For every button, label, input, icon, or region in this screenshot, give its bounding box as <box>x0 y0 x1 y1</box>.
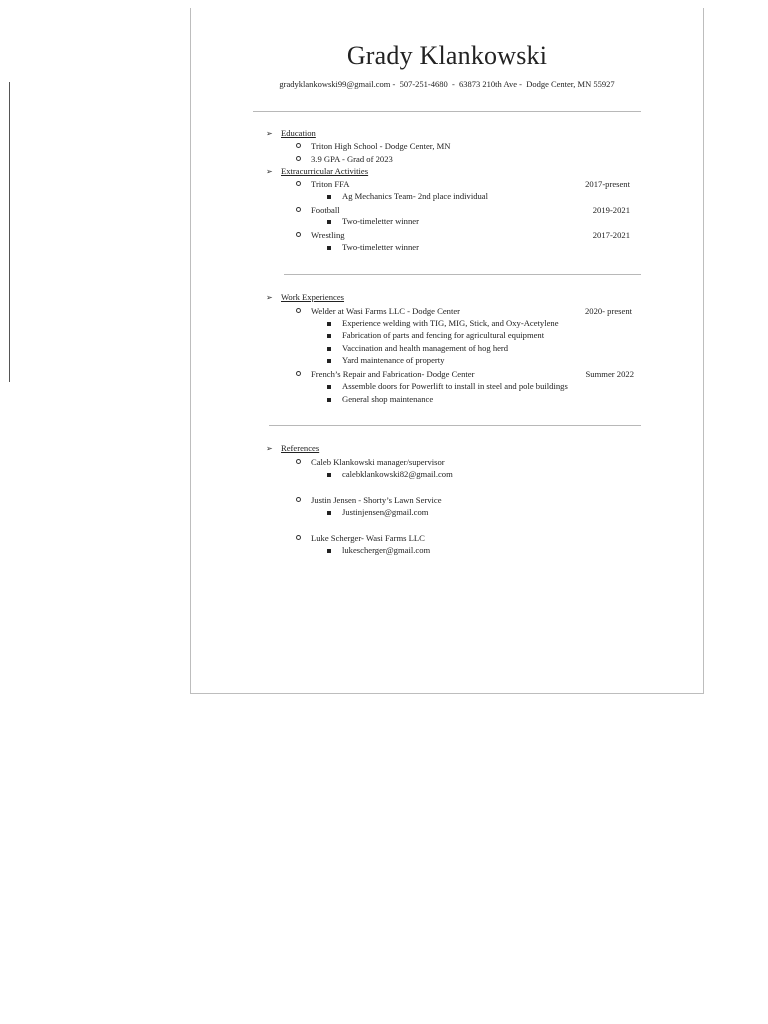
square-bullet-icon <box>327 381 331 392</box>
resume-page <box>190 8 704 694</box>
circle-bullet-icon <box>296 153 301 164</box>
job-dates: 2020- present <box>584 306 632 316</box>
reference-email: Justinjensen@gmail.com <box>342 507 429 517</box>
circle-bullet-icon <box>296 229 301 240</box>
square-bullet-icon <box>327 469 331 480</box>
arrow-bullet-icon: ➢ <box>266 167 273 176</box>
circle-bullet-icon <box>296 305 301 316</box>
activity-dates: 2019-2021 <box>592 205 630 215</box>
circle-bullet-icon <box>296 456 301 467</box>
education-item: Triton High School - Dodge Center, MN <box>311 141 451 151</box>
margin-line <box>9 82 10 382</box>
activity-dates: 2017-2021 <box>592 230 630 240</box>
reference-email: calebklankowski82@gmail.com <box>342 469 453 479</box>
reference-name: Luke Scherger- Wasi Farms LLC <box>311 533 425 543</box>
circle-bullet-icon <box>296 368 301 379</box>
job-title: French’s Repair and Fabrication- Dodge Center <box>311 369 475 379</box>
divider <box>253 111 641 112</box>
divider <box>284 274 641 275</box>
job-title: Welder at Wasi Farms LLC - Dodge Center <box>311 306 461 316</box>
reference-name: Caleb Klankowski manager/supervisor <box>311 457 445 467</box>
divider <box>269 425 641 426</box>
job-duty: Yard maintenance of property <box>342 355 445 365</box>
activity-detail: Ag Mechanics Team- 2nd place individual <box>342 191 489 201</box>
square-bullet-icon <box>327 507 331 518</box>
square-bullet-icon <box>327 242 331 253</box>
job-duty: General shop maintenance <box>342 394 434 404</box>
section-heading-work: Work Experiences <box>281 292 345 302</box>
activity-detail: Two-timeletter winner <box>342 216 419 226</box>
resume-name: Grady Klankowski <box>346 41 548 70</box>
arrow-bullet-icon: ➢ <box>266 293 273 302</box>
square-bullet-icon <box>327 394 331 405</box>
activity-name: Football <box>311 205 340 215</box>
circle-bullet-icon <box>296 178 301 189</box>
section-heading-education: Education <box>281 128 316 138</box>
square-bullet-icon <box>327 545 331 556</box>
arrow-bullet-icon: ➢ <box>266 444 273 453</box>
reference-name: Justin Jensen - Shorty’s Lawn Service <box>311 495 442 505</box>
job-duty: Vaccination and health management of hog herd <box>342 343 509 353</box>
contact-line: gradyklankowski99@gmail.com - 507-251-4680 - 63873 210th Ave - Dodge Center, MN 55927 <box>279 79 615 89</box>
circle-bullet-icon <box>296 204 301 215</box>
job-duty: Experience welding with TIG, MIG, Stick, and Oxy-Acetylene <box>342 318 559 328</box>
job-duty: Assemble doors for Powerlift to install in steel and pole buildings <box>342 381 568 391</box>
section-heading-references: References <box>281 443 320 453</box>
square-bullet-icon <box>327 330 331 341</box>
square-bullet-icon <box>327 318 331 329</box>
activity-name: Wrestling <box>311 230 345 240</box>
activity-detail: Two-timeletter winner <box>342 242 419 252</box>
square-bullet-icon <box>327 216 331 227</box>
activity-dates: 2017-present <box>585 179 630 189</box>
square-bullet-icon <box>327 191 331 202</box>
job-dates: Summer 2022 <box>585 369 634 379</box>
education-item: 3.9 GPA - Grad of 2023 <box>311 154 393 164</box>
job-duty: Fabrication of parts and fencing for agricultural equipment <box>342 330 545 340</box>
circle-bullet-icon <box>296 494 301 505</box>
activity-name: Triton FFA <box>311 179 350 189</box>
section-heading-extracurricular: Extracurricular Activities <box>281 166 369 176</box>
reference-email: lukescherger@gmail.com <box>342 545 431 555</box>
circle-bullet-icon <box>296 532 301 543</box>
circle-bullet-icon <box>296 140 301 151</box>
square-bullet-icon <box>327 355 331 366</box>
arrow-bullet-icon: ➢ <box>266 129 273 138</box>
square-bullet-icon <box>327 343 331 354</box>
